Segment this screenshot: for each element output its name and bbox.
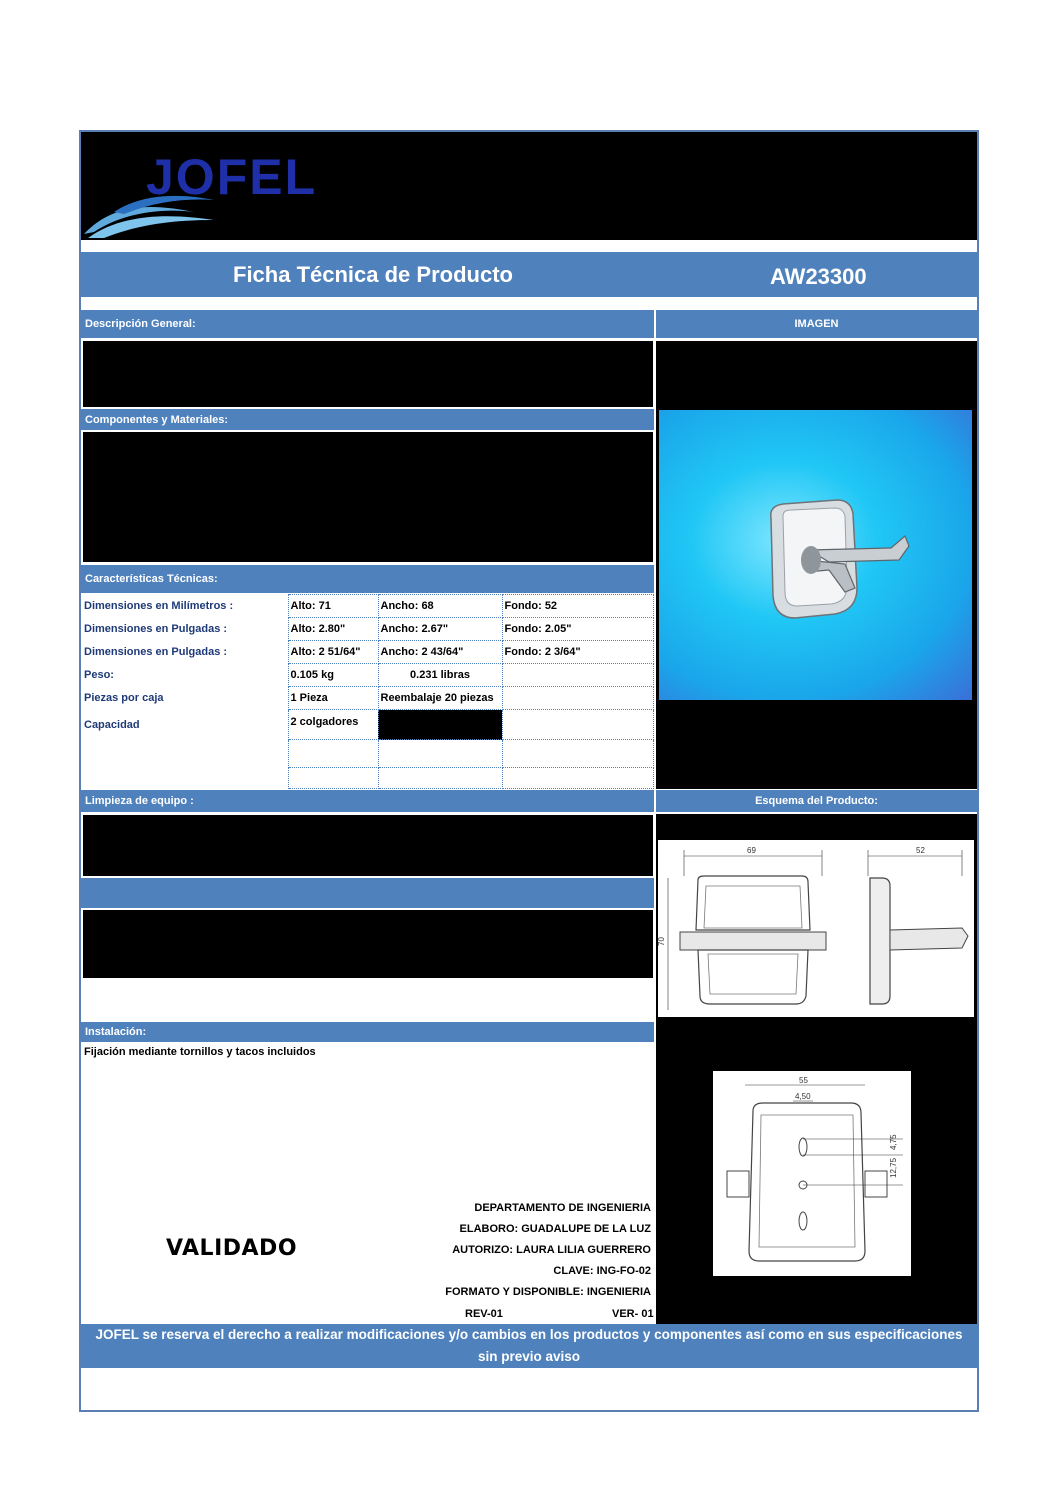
dim-side-depth: 52 [916, 846, 925, 855]
spec-label: Peso: [82, 664, 288, 687]
info-rev: REV-01 [465, 1308, 503, 1320]
table-row [82, 618, 654, 641]
schematic-front-side [658, 840, 974, 1017]
spec-label: Dimensiones en Pulgadas : [82, 618, 288, 641]
spec-cell [502, 664, 654, 687]
section-caracteristicas: Características Técnicas: [81, 565, 654, 593]
info-autorizo: AUTORIZO: LAURA LILIA GUERRERO [452, 1244, 651, 1256]
product-code: AW23300 [770, 264, 867, 289]
spec-cell: Ancho: 2.67" [378, 618, 502, 641]
footer-disclaimer: JOFEL se reserva el derecho a realizar modificaciones y/o cambios en los productos y componentes así como en sus especificaciones sin previo aviso [95, 1327, 963, 1364]
dim-b: 12,75 [889, 1157, 898, 1178]
table-row [82, 641, 654, 664]
table-row [82, 768, 654, 789]
spec-cell: Reembalaje 20 piezas [378, 687, 502, 710]
validado-stamp: VALIDADO [166, 1236, 298, 1261]
spec-cell [378, 740, 502, 768]
section-componentes: Componentes y Materiales: [81, 409, 654, 430]
spec-cell: Ancho: 2 43/64" [378, 641, 502, 664]
table-row [82, 664, 654, 687]
spec-cell [502, 710, 654, 740]
section-esquema: Esquema del Producto: [656, 790, 977, 812]
spec-cell: Fondo: 2.05" [502, 618, 654, 641]
info-elaboro: ELABORO: GUADALUPE DE LA LUZ [459, 1223, 651, 1235]
spec-label [82, 768, 288, 789]
spec-cell: Alto: 71 [288, 595, 378, 618]
limpieza-content-2 [83, 910, 653, 978]
installation-text: Fijación mediante tornillos y tacos incluidos [84, 1046, 316, 1058]
componentes-content [83, 432, 653, 562]
spec-cell: Alto: 2 51/64" [288, 641, 378, 664]
jofel-logo [84, 142, 334, 240]
info-formato: FORMATO Y DISPONIBLE: INGENIERIA [445, 1286, 651, 1298]
product-image [659, 410, 972, 700]
spec-label: Piezas por caja [82, 687, 288, 710]
logo-text: JOFEL [146, 149, 318, 205]
descripcion-content [83, 341, 653, 407]
spec-cell: Ancho: 68 [378, 595, 502, 618]
dim-front-width: 69 [747, 846, 756, 855]
spec-cell-blackout [378, 710, 502, 740]
spec-cell: 1 Pieza [288, 687, 378, 710]
spec-cell [502, 768, 654, 789]
spec-cell: 0.231 libras [378, 664, 502, 687]
limpieza-divider [81, 878, 654, 908]
specs-table [82, 594, 654, 789]
spec-label: Dimensiones en Pulgadas : [82, 641, 288, 664]
spec-cell: 2 colgadores [288, 710, 378, 740]
dim-height: 70 [657, 937, 666, 946]
table-row [82, 740, 654, 768]
spec-cell [502, 687, 654, 710]
page-title: Ficha Técnica de Producto [233, 262, 513, 287]
info-dept: DEPARTAMENTO DE INGENIERIA [474, 1202, 651, 1214]
section-instalacion: Instalación: [81, 1022, 654, 1042]
spec-cell: Fondo: 52 [502, 595, 654, 618]
table-row [82, 595, 654, 618]
table-row [82, 687, 654, 710]
info-ver: VER- 01 [612, 1308, 654, 1320]
spec-cell: 0.105 kg [288, 664, 378, 687]
dim-hole-offset: 4,50 [795, 1092, 811, 1101]
info-clave: CLAVE: ING-FO-02 [553, 1265, 651, 1277]
dim-a: 4,75 [889, 1134, 898, 1150]
section-imagen: IMAGEN [656, 310, 977, 338]
spec-cell: Fondo: 2 3/64" [502, 641, 654, 664]
spec-cell [502, 740, 654, 768]
spec-label [82, 740, 288, 768]
table-row [82, 710, 654, 740]
dim-back-width: 55 [799, 1076, 808, 1085]
spec-cell [288, 768, 378, 789]
spec-cell [288, 740, 378, 768]
spec-cell: Alto: 2.80" [288, 618, 378, 641]
section-descripcion: Descripción General: [81, 310, 654, 338]
spec-label: Dimensiones en Milímetros : [82, 595, 288, 618]
spec-cell [378, 768, 502, 789]
spec-label: Capacidad [82, 710, 288, 740]
section-limpieza: Limpieza de equipo : [81, 790, 654, 812]
limpieza-content [83, 815, 653, 876]
schematic-back [713, 1071, 911, 1276]
